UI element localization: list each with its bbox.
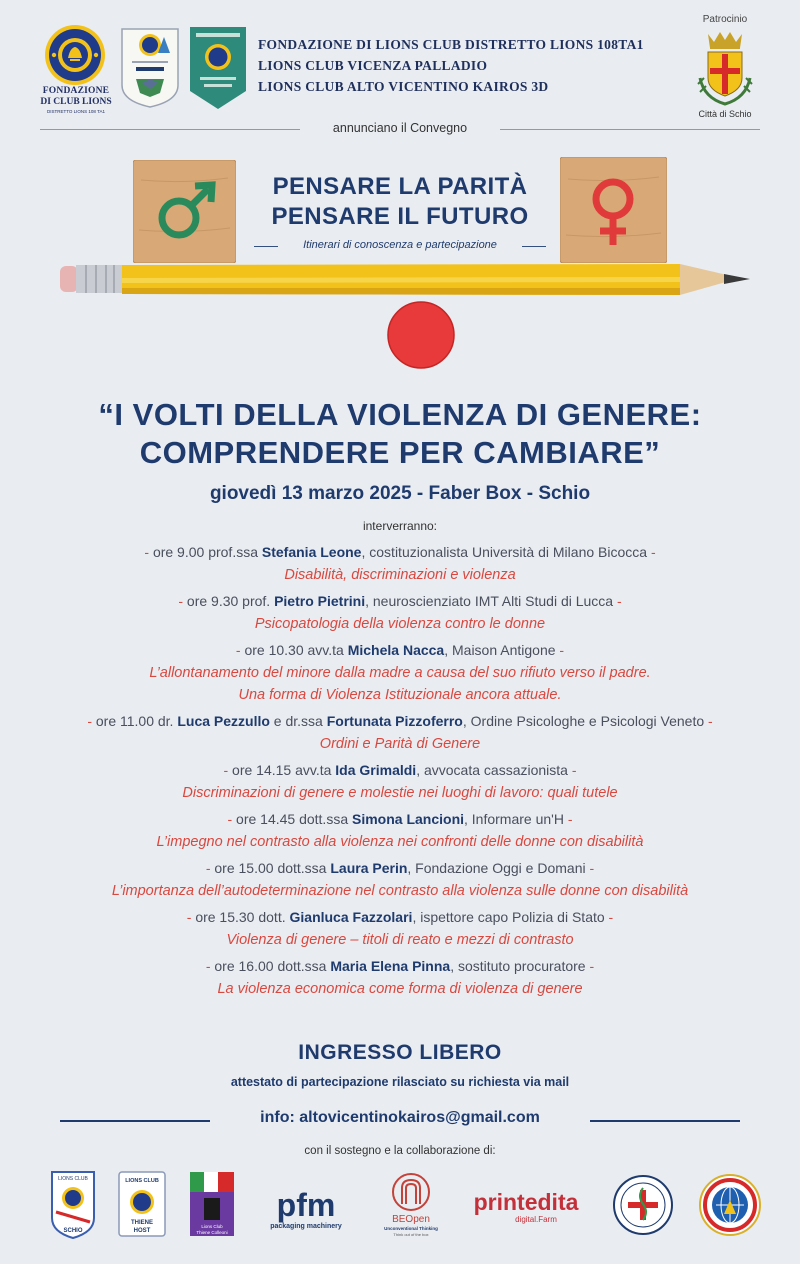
speaker-time-role: ore 10.30 avv.ta <box>244 642 348 658</box>
speaker-line: - ore 15.00 dott.ssa Laura Perin, Fondazione Oggi e Domani - <box>205 860 595 876</box>
speaker-line: - ore 10.30 avv.ta Michela Nacca, Maison Antigone - <box>235 642 565 658</box>
speaker-name: Laura Perin <box>330 860 408 876</box>
sponsor-text: Think out of the box <box>393 1232 429 1237</box>
speaker-line: - ore 15.30 dott. Gianluca Fazzolari, ispettore capo Polizia di Stato - <box>186 909 614 925</box>
schio-city-crest-logo <box>694 28 756 110</box>
organizer-line: FONDAZIONE DI LIONS CLUB DISTRETTO LIONS 108TA1 <box>258 37 644 52</box>
talk-title: L’impegno nel contrasto alla violenza nei confronti delle donne con disabilità <box>156 834 644 850</box>
speaker-name: Fortunata Pizzoferro <box>326 713 463 729</box>
sponsor-text: SCHIO <box>63 1228 83 1234</box>
beopen-logo <box>378 1170 444 1240</box>
talk-title: Disabilità, discriminazioni e violenza <box>284 567 516 583</box>
speaker-name: Stefania Leone <box>261 544 362 560</box>
program-item <box>10 857 790 902</box>
speaker-affiliation: , avvocata cassazionista <box>416 762 568 778</box>
speaker-line: - ore 11.00 dr. Luca Pezzullo e dr.ssa Fortunata Pizzoferro, Ordine Psicologhe e Psicologi Veneto - <box>87 713 713 729</box>
speaker-line: - ore 9.30 prof. Pietro Pietrini, neuroscienziato IMT Alti Studi di Lucca - <box>178 593 622 609</box>
program-item <box>10 808 790 853</box>
program-item <box>10 759 790 804</box>
lions-club-thiene-host-logo <box>117 1170 167 1240</box>
speaker-name: Luca Pezzullo <box>177 713 270 729</box>
speaker-affiliation: , sostituto procuratore <box>450 958 586 974</box>
talk-title: Violenza di genere – titoli di reato e mezzi di contrasto <box>226 932 574 948</box>
speaker-time-role: ore 15.30 dott. <box>195 909 290 925</box>
talk-title: L’allontanamento del minore dalla madre a causa del suo rifiuto verso il padre. <box>149 665 651 681</box>
hero-subtitle-row <box>240 238 560 254</box>
fondazione-caption-line: DI CLUB LIONS <box>40 97 112 107</box>
speaker-affiliation: , Informare un'H <box>464 811 564 827</box>
speaker-name: Gianluca Fazzolari <box>289 909 413 925</box>
hero-title-line: PENSARE IL FUTURO <box>271 203 529 230</box>
international-emblem-logo <box>698 1170 762 1240</box>
event-date-place: giovedì 13 marzo 2025 - Faber Box - Schio <box>209 483 591 504</box>
talk-title: Psicopatologia della violenza contro le donne <box>254 616 546 632</box>
talk-title: Discriminazioni di genere e molestie nei luoghi di lavoro: quali tutele <box>182 785 618 801</box>
citta-di-schio-label: Città di Schio <box>698 109 752 119</box>
speaker-time-role: ore 9.30 prof. <box>186 593 275 609</box>
sponsor-text: LIONS CLUB <box>125 1178 159 1184</box>
sponsor-text: LIONS CLUB <box>58 1176 88 1182</box>
speaker-line: - ore 14.15 avv.ta Ida Grimaldi, avvocata cassazionista - <box>223 762 577 778</box>
speaker-time-role: ore 11.00 dr. <box>95 713 178 729</box>
event-title <box>20 396 780 472</box>
event-title-line: COMPRENDERE PER CAMBIARE” <box>139 435 661 470</box>
organizer-line: LIONS CLUB VICENZA PALLADIO <box>258 58 488 73</box>
lions-alto-vicentino-kairos-badge-logo <box>120 27 180 109</box>
sponsor-text: HOST <box>133 1228 151 1234</box>
speaker-name: Michela Nacca <box>347 642 445 658</box>
speaker-name: Ida Grimaldi <box>335 762 417 778</box>
announce-text: annunciano il Convegno <box>332 121 468 135</box>
speaker-affiliation: , ispettore capo Polizia di Stato <box>412 909 605 925</box>
talk-title: Una forma di Violenza Istituzionale ancora attuale. <box>238 687 562 703</box>
speaker-time-role: ore 14.15 avv.ta <box>232 762 336 778</box>
sponsor-text: Unconventional Thinking <box>384 1226 438 1231</box>
ingresso-libero-heading: INGRESSO LIBERO <box>298 1041 502 1064</box>
lions-international-logo <box>44 24 106 86</box>
talk-title: Ordini e Parità di Genere <box>319 736 481 752</box>
pfm-packaging-machinery-logo <box>264 1170 350 1240</box>
attestato-note: attestato di partecipazione rilasciato su richiesta via mail <box>230 1075 570 1089</box>
speaker-line: - ore 14.45 dott.ssa Simona Lancioni, Informare un'H - <box>227 811 573 827</box>
lions-vicenza-palladio-pennant-logo <box>190 27 246 109</box>
speaker-line: - ore 9.00 prof.ssa Stefania Leone, costituzionalista Università di Milano Bicocca - <box>144 544 656 560</box>
program-item <box>10 639 790 706</box>
talk-title: La violenza economica come forma di violenza di genere <box>217 981 583 997</box>
program-item <box>10 590 790 635</box>
sponsors-intro: con il sostegno e la collaborazione di: <box>304 1145 496 1157</box>
sponsor-text: printedita <box>473 1189 579 1215</box>
fondazione-caption-line: DISTRETTO LIONS 108 TA1 <box>46 109 106 114</box>
organizers <box>258 34 718 97</box>
fondazione-caption-line: FONDAZIONE <box>42 86 110 96</box>
male-symbol-wooden-block <box>133 160 236 263</box>
speaker-time-role: ore 15.00 dott.ssa <box>214 860 331 876</box>
sponsor-text: packaging machinery <box>270 1223 342 1230</box>
speaker-time-role: ore 9.00 prof.ssa <box>152 544 262 560</box>
program-item <box>10 710 790 755</box>
speaker-time-role: ore 16.00 dott.ssa <box>214 958 331 974</box>
sponsor-text: digital.Farm <box>515 1215 557 1224</box>
speakers-intro: interverranno: <box>362 519 438 533</box>
speaker-name: Pietro Pietrini <box>274 593 366 609</box>
program-list <box>10 541 790 1004</box>
sponsor-text: THIENE <box>130 1220 154 1226</box>
pencil-illustration <box>56 258 756 302</box>
hero-title <box>240 172 560 232</box>
speaker-connector: e dr.ssa <box>269 713 327 729</box>
sponsor-text: BEOpen <box>392 1214 430 1225</box>
lions-club-schio-logo <box>50 1170 96 1240</box>
speaker-affiliation: , costituzionalista Università di Milano Bicocca <box>361 544 648 560</box>
speaker-affiliation: , Fondazione Oggi e Domani <box>407 860 586 876</box>
info-email[interactable]: info: altovicentinokairos@gmail.com <box>260 1109 540 1126</box>
speaker-line: - ore 16.00 dott.ssa Maria Elena Pinna, sostituto procuratore - <box>205 958 595 974</box>
speaker-affiliation: , Maison Antigone <box>444 642 556 658</box>
hero-subtitle: Itinerari di conoscenza e partecipazione <box>303 239 497 251</box>
printedita-logo <box>464 1170 588 1240</box>
announce-row <box>40 120 760 138</box>
speaker-affiliation: , neuroscienziato IMT Alti Studi di Lucca <box>365 593 614 609</box>
fondazione-caption <box>34 86 118 115</box>
sponsor-text: Lions Club <box>201 1224 223 1229</box>
program-item <box>10 955 790 1000</box>
organizer-line: LIONS CLUB ALTO VICENTINO KAIROS 3D <box>258 79 549 94</box>
female-symbol-wooden-block <box>560 157 667 263</box>
speaker-affiliation: , Ordine Psicologhe e Psicologi Veneto <box>462 713 705 729</box>
sponsor-text: pfm <box>276 1187 336 1223</box>
info-row <box>60 1109 740 1131</box>
speaker-time-role: ore 14.45 dott.ssa <box>236 811 352 827</box>
talk-title: L’importanza dell’autodeterminazione nel contrasto alla violenza sulle donne con disabilità <box>111 883 689 899</box>
event-title-line: “I VOLTI DELLA VIOLENZA DI GENERE: <box>98 397 702 432</box>
patrocinio-label: Patrocinio <box>702 14 748 25</box>
speaker-name: Simona Lancioni <box>352 811 465 827</box>
medici-association-seal-logo <box>612 1170 674 1240</box>
program-item <box>10 541 790 586</box>
red-fulcrum-disc <box>386 300 456 370</box>
program-item <box>10 906 790 951</box>
lions-club-thiene-colleoni-logo <box>188 1170 236 1240</box>
hero-title-line: PENSARE LA PARITÀ <box>272 173 528 200</box>
speaker-name: Maria Elena Pinna <box>330 958 451 974</box>
sponsor-text: Thiene Colleoni <box>196 1230 228 1235</box>
